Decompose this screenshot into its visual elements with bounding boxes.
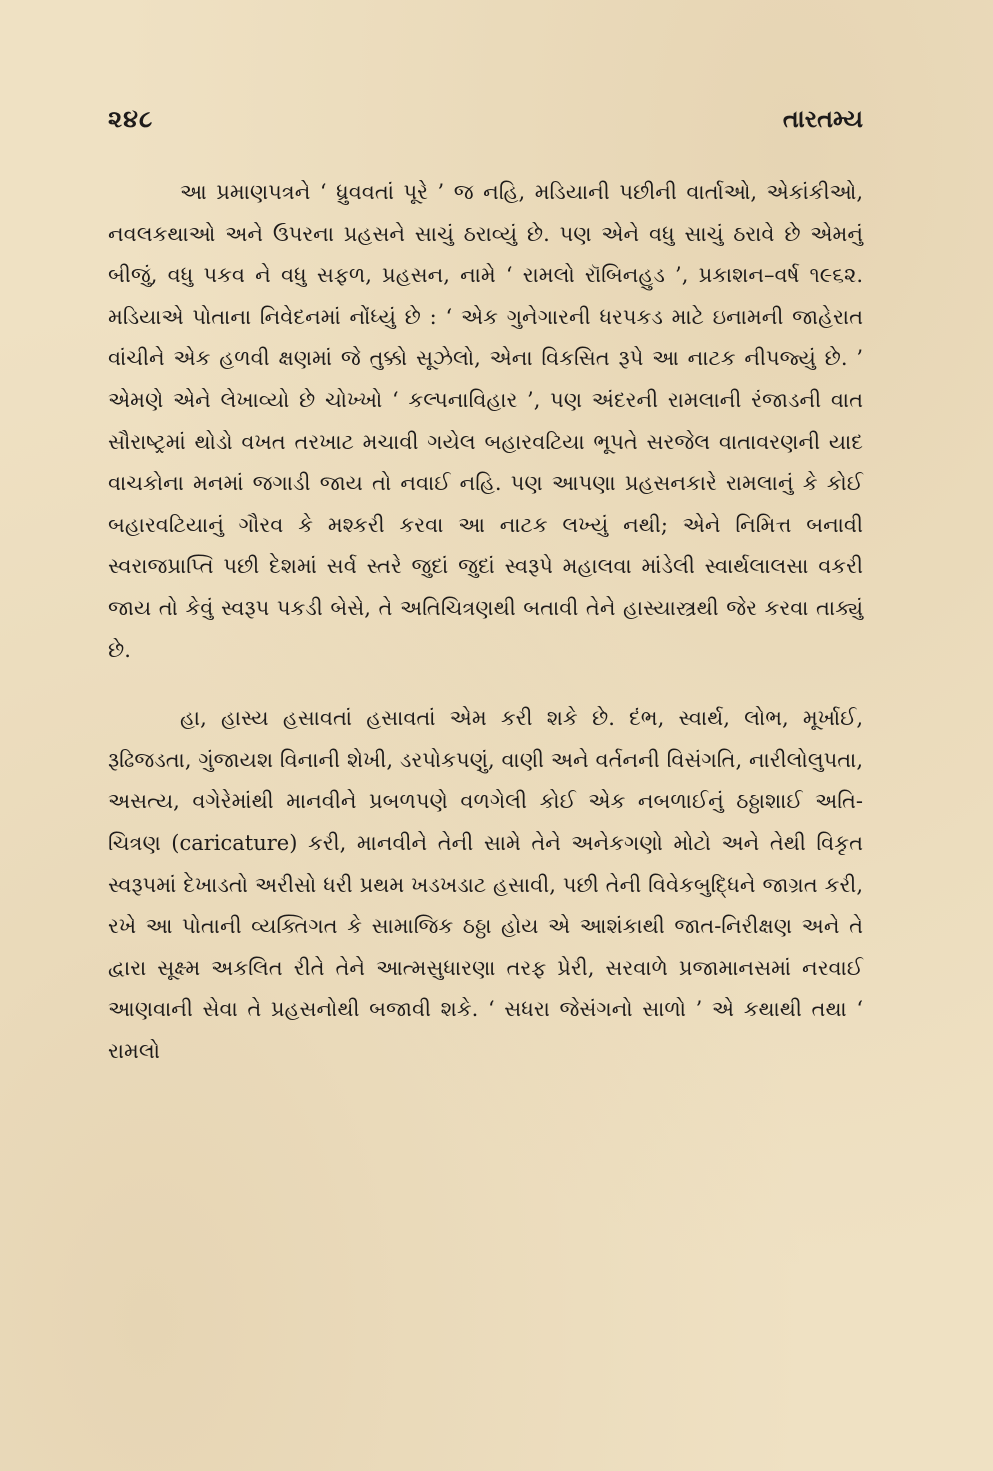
running-title: તારતમ્ય <box>782 104 863 133</box>
body-text <box>108 172 863 1072</box>
page-header <box>108 104 863 144</box>
paragraph: આ પ્રમાણપત્રને ‘ ધ્રુવવતાં પૂરે ’ જ નહિ, મડિયાની પછીની વાર્તાઓ, એકાંકીઓ, નવલકથાઓ અને ઉપરના પ્રહસને સાચું ઠરાવ્યું છે. પણ એને વધુ સાચું ઠરાવે છે એમનું બીજું, વધુ પકવ ને વધુ સફળ, પ્રહસન, નામે ‘ રામલો રૉબિનહુડ ’, પ્રકાશન–વર્ષ ૧૯૬૨. મડિયાએ પોતાના નિવેદનમાં નોંધ્યું છે : ‘ એક ગુનેગારની ધરપકડ માટે ઇનામની જાહેરાત વાંચીને એક હળવી ક્ષણમાં જે તુક્કો સૂઝેલો, એના વિકસિત રૂપે આ નાટક નીપજ્યું છે. ’ એમણે એને લેખાવ્યો છે ચોખ્ખો ‘ કલ્પનાવિહાર ’, પણ અંદરની રામલાની રંજાડની વાત સૌરાષ્ટ્રમાં થોડો વખત તરખાટ મચાવી ગયેલ બહારવટિયા ભૂપતે સરજેલ વાતાવરણની યાદ વાચકોના મનમાં જગાડી જાય તો નવાઈ નહિ. પણ આપણા પ્રહસનકારે રામલાનું કે કોઈ બહારવટિયાનું ગૌરવ કે મશ્કરી કરવા આ નાટક લખ્યું નથી; એને નિમિત્ત બનાવી સ્વરાજપ્રાપ્તિ પછી દેશમાં સર્વ સ્તરે જુદાં જુદાં સ્વરૂપે મહાલવા માંડેલી સ્વાર્થલાલસા વકરી જાય તો કેવું સ્વરૂપ પકડી બેસે, તે અતિચિત્રણથી બતાવી તેને હાસ્યાસ્ત્રથી જેર કરવા તાક્યું છે. <box>108 180 863 662</box>
paragraph: હા, હાસ્ય હસાવતાં હસાવતાં એમ કરી શકે છે. દંભ, સ્વાર્થ, લોભ, મૂર્ખાઈ, રૂઢિજડતા, ગુંજાયશ વિનાની શેખી, ડરપોકપણું, વાણી અને વર્તનની વિસંગતિ, નારીલોલુપતા, અસત્ય, વગેરેમાંથી માનવીને પ્રબળપણે વળગેલી કોઈ એક નબળાઈનું ઠઠ્ઠાશાઈ અતિ-ચિત્રણ (caricature) કરી, માનવીને તેની સામે તેને અનેકગણો મોટો અને તેથી વિકૃત સ્વરૂપમાં દેખાડતો અરીસો ધરી પ્રથમ ખડખડાટ હસાવી, પછી તેની વિવેકબુદ્ધિને જાગ્રત કરી, રખે આ પોતાની વ્યક્તિગત કે સામાજિક ઠઠ્ઠા હોય એ આશંકાથી જાત-નિરીક્ષણ અને તે દ્વારા સૂક્ષ્મ અકલિત રીતે તેને આત્મસુધારણા તરફ પ્રેરી, સરવાળે પ્રજામાનસમાં નરવાઈ આણવાની સેવા તે પ્રહસનોથી બજાવી શકે. ‘ સધરા જેસંગનો સાળો ’ એ કથાથી તથા ‘ રામલો <box>108 706 863 1063</box>
page-number: ૨૪૮ <box>108 104 154 133</box>
